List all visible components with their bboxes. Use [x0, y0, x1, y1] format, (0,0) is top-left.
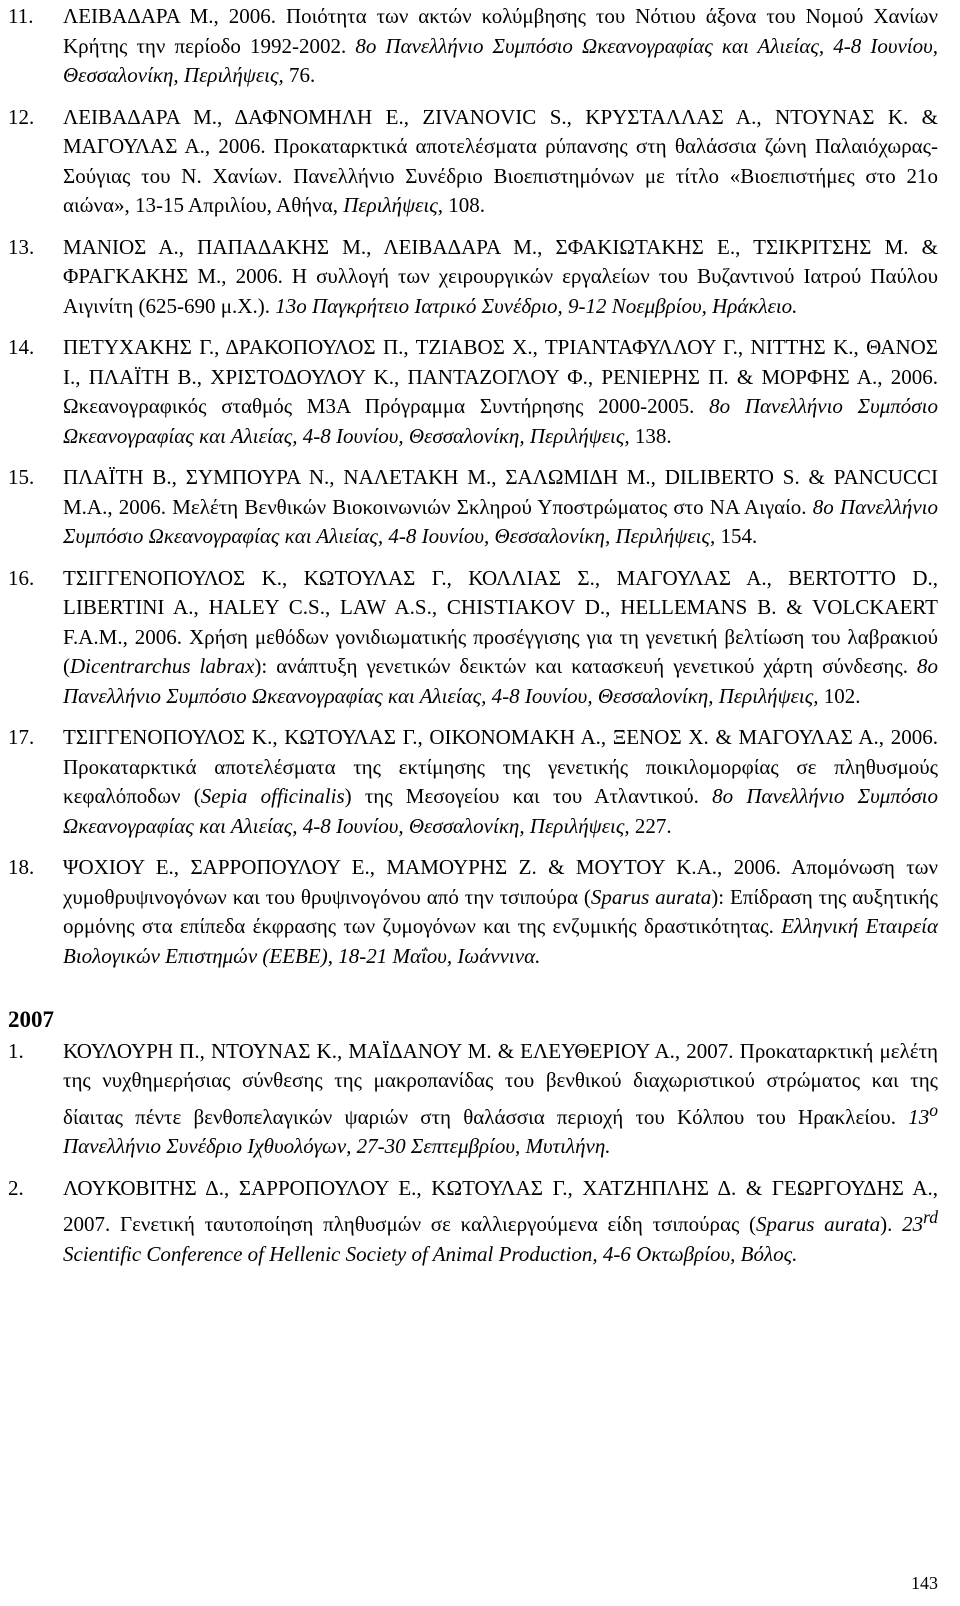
entry-pages: 138. [629, 423, 672, 448]
entry-venue: 8ο Πανελλήνιο Συμπόσιο Ωκεανογραφίας και Αλιείας, 4-8 Ιουνίου, Θεσσαλονίκη, Περιλήψεις, [63, 394, 938, 448]
venue-text: Πανελλήνιο Συνέδριο Ιχθυολόγων, 27-30 Σεπτεμβρίου, Μυτιλήνη. [63, 1134, 611, 1158]
entry-number: 16. [8, 565, 35, 590]
entry-authors: ΜΑΝΙΟΣ Α., ΠΑΠΑΔΑΚΗΣ Μ., ΛΕΙΒΑΔΑΡΑ Μ., ΣΦΑΚΙΩΤΑΚΗΣ Ε., ΤΣΙΚΡΙΤΣΗΣ Μ. & ΦΡΑΓΚΑΚΗΣ Μ., 2006. [63, 234, 938, 288]
entry-number: 2. [8, 1175, 24, 1200]
entry-number: 18. [8, 855, 35, 879]
reference-entry [8, 103, 938, 221]
entry-number: 12. [8, 104, 35, 129]
document-page [8, 2, 938, 1269]
entry-pages: 108. [443, 193, 486, 217]
reference-entry [8, 1174, 938, 1270]
entry-number: 14. [8, 335, 35, 359]
entry-title: Απομόνωση των χυμοθρυψινογόνων και του θρυψινογόνου από την τσιπούρα ( [63, 855, 938, 909]
reference-entry [8, 233, 938, 322]
reference-entry [8, 463, 938, 552]
entry-title: Προκαταρκτικά αποτελέσματα της εκτίμησης της γενετικής ποικιλομορφίας σε πληθυσμούς κεφαλόποδων ( [63, 754, 938, 808]
entry-title: Μελέτη Βενθικών Βιοκοινωνιών Σκληρού Υποστρώματος στο ΝΑ Αιγαίο. [166, 494, 813, 519]
entry-venue: 8ο Πανελλήνιο Συμπόσιο Ωκεανογραφίας και Αλιείας, 4-8 Ιουνίου, Θεσσαλονίκη, Περιλήψεις, [63, 654, 938, 708]
entry-number: 11. [8, 4, 34, 28]
venue-text: Scientific Conference of Hellenic Society of Animal Production, 4-6 Οκτωβρίου, Βόλος. [63, 1241, 798, 1266]
entry-venue: Ελληνική Εταιρεία Βιολογικών Επιστημών (ΕΕΒΕ), 18-21 Μαΐου, Ιωάννινα. [63, 914, 938, 968]
entry-venue: 13ο Παγκρήτειο Ιατρικό Συνέδριο, 9-12 Νοεμβρίου, Ηράκλειο. [275, 293, 798, 318]
entry-number: 15. [8, 465, 35, 489]
entry-pages: 76. [283, 63, 316, 87]
page-number: 143 [911, 1573, 938, 1593]
section-year-heading: 2007 [8, 1007, 54, 1032]
reference-entry [8, 333, 938, 451]
entry-authors: ΨΟΧΙΟΥ Ε., ΣΑΡΡΟΠΟΥΛΟΥ Ε., ΜΑΜΟΥΡΗΣ Ζ. & ΜΟΥΤΟΥ Κ.Α., 2006. [63, 855, 781, 879]
reference-entry [8, 723, 938, 841]
entry-title: Ποιότητα των ακτών κολύμβησης του Νότιου άξονα του Νομού Χανίων Κρήτης την περίοδο 1992-2002. [63, 4, 939, 58]
venue-ordinal: 23 [902, 1212, 924, 1236]
entry-title: Γενετική ταυτοποίηση πληθυσμών σε καλλιεργούμενα είδη τσιπούρας ( [110, 1212, 757, 1236]
entry-title: Χρήση μεθόδων γονιδιωματικής προσέγγισης για τη γενετική βελτίωση του λαβρακιού ( [63, 624, 938, 678]
entry-authors: ΛΟΥΚΟΒΙΤΗΣ Δ., ΣΑΡΡΟΠΟΥΛΟΥ Ε., ΚΩΤΟΥΛΑΣ Γ., ΧΑΤΖΗΠΛΗΣ Δ. & ΓΕΩΡΓΟΥΔΗΣ Α., 2007. [63, 1175, 938, 1236]
entry-title-cont: ). [880, 1212, 903, 1236]
venue-ordinal: 13 [908, 1104, 930, 1129]
entry-authors: ΛΕΙΒΑΔΑΡΑ Μ., 2006. [63, 4, 276, 28]
entry-venue: 8ο Πανελλήνιο Συμπόσιο Ωκεανογραφίας και Αλιείας, 4-8 Ιουνίου, Θεσσαλονίκη, Περιλήψεις, [63, 784, 939, 838]
entry-number: 1. [8, 1038, 24, 1063]
entry-venue: 8ο Πανελλήνιο Συμπόσιο Ωκεανογραφίας και Αλιείας, 4-8 Ιουνίου, Θεσσαλονίκη, Περιλήψεις, [63, 33, 938, 87]
entry-authors: ΠΛΑΪΤΗ Β., ΣΥΜΠΟΥΡΑ Ν., ΝΑΛΕΤΑΚΗ Μ., ΣΑΛΩΜΙΔΗ Μ., DILIBERTO S. & PANCUCCI M.A., 2006. [63, 465, 938, 519]
reference-entry [8, 853, 938, 971]
venue-ordinal-suffix: rd [923, 1207, 938, 1227]
entry-pages: 227. [629, 813, 672, 838]
entry-number: 13. [8, 234, 35, 259]
venue-ordinal-suffix: ο [929, 1099, 938, 1120]
entry-title-cont: ) της Μεσογείου και του Ατλαντικού. [344, 784, 713, 808]
species-name: Sparus aurata [590, 884, 712, 909]
entry-title-cont: ): Επίδραση της αυξητικής ορμόνης στα επίπεδα έκφρασης των ζυμογόνων και της ενζυμικής δραστικότητας. [63, 884, 938, 938]
entry-pages: 102. [818, 683, 861, 708]
entry-authors: ΤΣΙΓΓΕΝΟΠΟΥΛΟΣ Κ., ΚΩΤΟΥΛΑΣ Γ., ΚΟΛΛΙΑΣ Σ., ΜΑΓΟΥΛΑΣ Α., BERTOTTO D., LIBERTINI A., HALEY C.S., LAW A.S., CHISTIAKOV D., HELLEMANS B. & VOLCKAERT F.A.M., 2006. [63, 565, 938, 649]
species-name: Sparus aurata [756, 1212, 881, 1236]
entry-authors: ΤΣΙΓΓΕΝΟΠΟΥΛΟΣ Κ., ΚΩΤΟΥΛΑΣ Γ., ΟΙΚΟΝΟΜΑΚΗ Α., ΞΕΝΟΣ Χ. & ΜΑΓΟΥΛΑΣ Α., 2006. [63, 725, 938, 749]
reference-entry [8, 1037, 938, 1162]
entry-title: Προκαταρκτική μελέτη της νυχθημερήσιας σύνθεσης της μακροπανίδας του βενθικού διαχωριστικού στρώματος και της δίαιτας πέντε βενθοπελαγικών ψαριών στη θαλάσσια περιοχή του Κόλπου του Ηρακλείου. [63, 1038, 938, 1129]
species-name: Sepia officinalis [200, 784, 345, 808]
entry-title-cont: ): ανάπτυξη γενετικών δεικτών και κατασκευή γενετικού χάρτη σύνδεσης. [254, 654, 917, 678]
entry-title: Προκαταρκτικά αποτελέσματα ρύπανσης στη θαλάσσια ζώνη Παλαιόχωρας-Σούγιας του Ν. Χανίων. Πανελλήνιο Συνέδριο Βιοεπιστημόνων με τίτλο «Βιοεπιστήμες στο 21ο αιώνα», 13-15 Απριλίου, Αθήνα, [63, 134, 938, 217]
entry-number: 17. [8, 725, 35, 749]
entry-venue: 8ο Πανελλήνιο Συμπόσιο Ωκεανογραφίας και Αλιείας, 4-8 Ιουνίου, Θεσσαλονίκη, Περιλήψεις, [63, 494, 938, 548]
reference-entry [8, 2, 938, 91]
entry-pages: 154. [715, 524, 758, 548]
entry-authors: ΠΕΤΥΧΑΚΗΣ Γ., ΔΡΑΚΟΠΟΥΛΟΣ Π., ΤΖΙΑΒΟΣ Χ., ΤΡΙΑΝΤΑΦΥΛΛΟΥ Γ., ΝΙΤΤΗΣ Κ., ΘΑΝΟΣ Ι., ΠΛΑΪΤΗ Β., ΧΡΙΣΤΟΔΟΥΛΟΥ Κ., ΠΑΝΤΑΖΟΓΛΟΥ Φ., ΡΕΝΙΕΡΗΣ Π. & ΜΟΡΦΗΣ Α., 2006. [63, 335, 938, 389]
entry-authors: ΚΟΥΛΟΥΡΗ Π., ΝΤΟΥΝΑΣ Κ., ΜΑΪΔΑΝΟΥ Μ. & ΕΛΕΥΘΕΡΙΟΥ Α., 2007. [63, 1038, 734, 1063]
entry-title: Η συλλογή των χειρουργικών εργαλείων του Βυζαντινού Ιατρού Παύλου Αιγινίτη (625-690 μ.Χ.). [63, 264, 938, 318]
species-name: Dicentrarchus labrax [70, 654, 255, 678]
entry-title: Ωκεανογραφικός σταθμός Μ3Α Πρόγραμμα Συντήρησης 2000-2005. [63, 394, 710, 418]
entry-venue: Περιλήψεις, [343, 193, 444, 217]
reference-entry [8, 564, 938, 712]
entry-authors: ΛΕΙΒΑΔΑΡΑ Μ., ΔΑΦΝΟΜΗΛΗ Ε., ZIVANOVIC S., ΚΡΥΣΤΑΛΛΑΣ Α., ΝΤΟΥΝΑΣ Κ. & ΜΑΓΟΥΛΑΣ Α., 2006. [63, 104, 938, 158]
